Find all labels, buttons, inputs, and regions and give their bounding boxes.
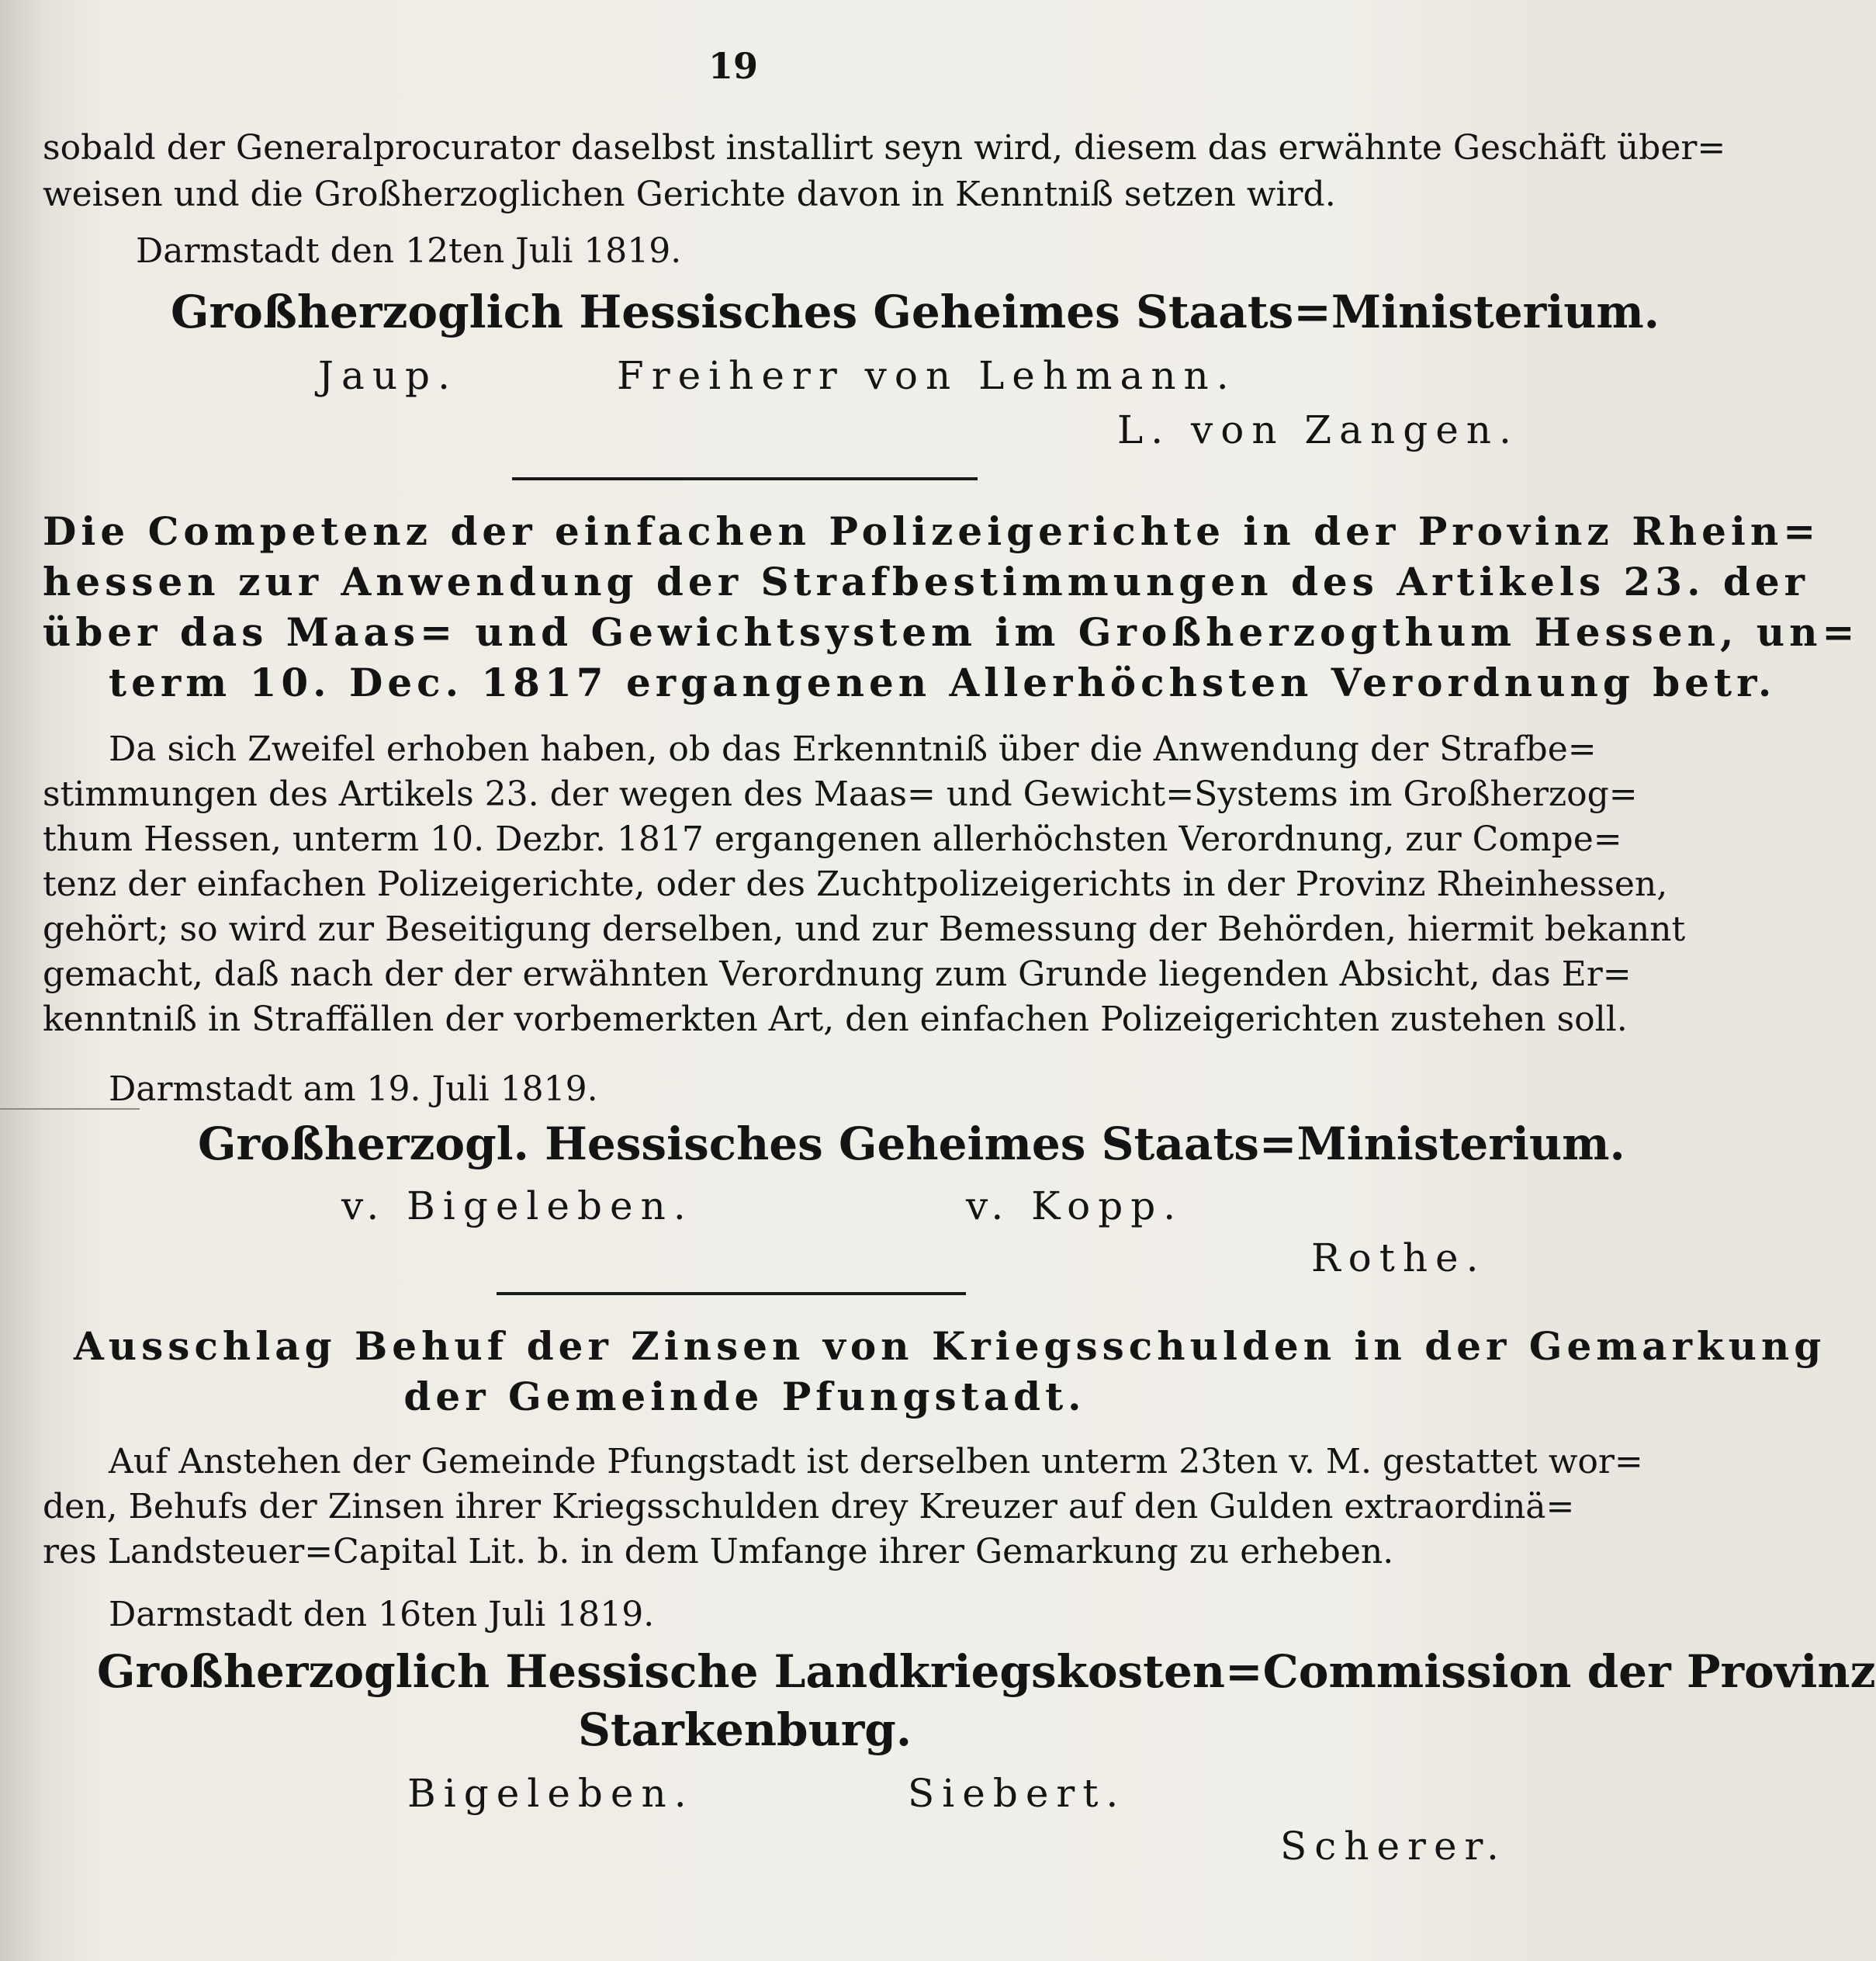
section1-authority: Großherzoglich Hessisches Geheimes Staats=Ministerium. [171,286,1660,338]
section2-body-line-7: kenntniß in Straffällen der vorbemerkten Art, den einfachen Polizeigerichten zustehen soll. [43,1000,1628,1039]
section2-body-line-5: gehört; so wird zur Beseitigung derselben, und zur Bemessung der Behörden, hiermit bekannt [43,909,1686,949]
section1-signatory-3: L. von Zangen. [1117,407,1519,452]
section3-authority-line-2: Starkenburg. [577,1703,912,1756]
section2-body-line-4: tenz der einfachen Polizeigerichte, oder des Zuchtpolizeigerichts in der Provinz Rheinhessen, [43,864,1668,904]
section2-date: Darmstadt am 19. Juli 1819. [109,1069,598,1109]
section3-body-line-2: den, Behufs der Zinsen ihrer Kriegsschulden drey Kreuzer auf den Gulden extraordinä= [43,1487,1575,1526]
section2-body-line-3: thum Hessen, unterm 10. Dezbr. 1817 ergangenen allerhöchsten Verordnung, zur Compe= [43,819,1622,859]
section3-signatory-3: Scherer. [1280,1824,1507,1869]
section1-line-1: sobald der Generalprocurator daselbst installirt seyn wird, diesem das erwähnte Geschäft über= [43,128,1726,168]
section-divider [512,477,978,480]
section2-signatory-1: v. Bigeleben. [341,1183,694,1228]
section3-body-line-1: Auf Anstehen der Gemeinde Pfungstadt ist derselben unterm 23ten v. M. gestattet wor= [109,1442,1643,1481]
section2-authority: Großherzogl. Hessisches Geheimes Staats=Ministerium. [198,1117,1625,1170]
section2-signatory-3: Rothe. [1311,1235,1487,1280]
section3-title-line-1: Ausschlag Behuf der Zinsen von Kriegsschulden in der Gemarkung [74,1323,1826,1369]
section1-line-2: weisen und die Großherzoglichen Gerichte davon in Kenntniß setzen wird. [43,175,1336,214]
page-number: 19 [708,45,758,87]
section-divider-2 [497,1292,966,1295]
section2-title-line-2: hessen zur Anwendung der Strafbestimmungen des Artikels 23. der [43,559,1810,605]
section2-title-line-1: Die Competenz der einfachen Polizeigerichte in der Provinz Rhein= [43,508,1821,554]
section2-signatory-2: v. Kopp. [966,1183,1184,1228]
section2-body-line-2: stimmungen des Artikels 23. der wegen des Maas= und Gewicht=Systems im Großherzog= [43,774,1638,814]
section3-date: Darmstadt den 16ten Juli 1819. [109,1595,655,1634]
section2-title-line-3: über das Maas= und Gewichtsystem im Großherzogthum Hessen, un= [43,609,1860,655]
section1-signatory-2: Freiherr von Lehmann. [617,353,1237,398]
section3-authority-line-1: Großherzoglich Hessische Landkriegskosten=Commission der Provinz [97,1645,1876,1698]
section1-signatory-1: Jaup. [318,353,458,398]
section3-signatory-2: Siebert. [908,1771,1127,1816]
section2-body-line-1: Da sich Zweifel erhoben haben, ob das Erkenntniß über die Anwendung der Strafbe= [109,729,1597,769]
section3-body-line-3: res Landsteuer=Capital Lit. b. in dem Umfange ihrer Gemarkung zu erheben. [43,1532,1394,1571]
section3-title-line-2: der Gemeinde Pfungstadt. [403,1374,1086,1419]
section2-body-line-6: gemacht, daß nach der der erwähnten Verordnung zum Grunde liegenden Absicht, das Er= [43,955,1632,994]
section1-date: Darmstadt den 12ten Juli 1819. [136,231,682,271]
section2-title-line-4: term 10. Dec. 1817 ergangenen Allerhöchsten Verordnung betr. [109,660,1777,705]
section3-signatory-1: Bigeleben. [407,1771,694,1816]
